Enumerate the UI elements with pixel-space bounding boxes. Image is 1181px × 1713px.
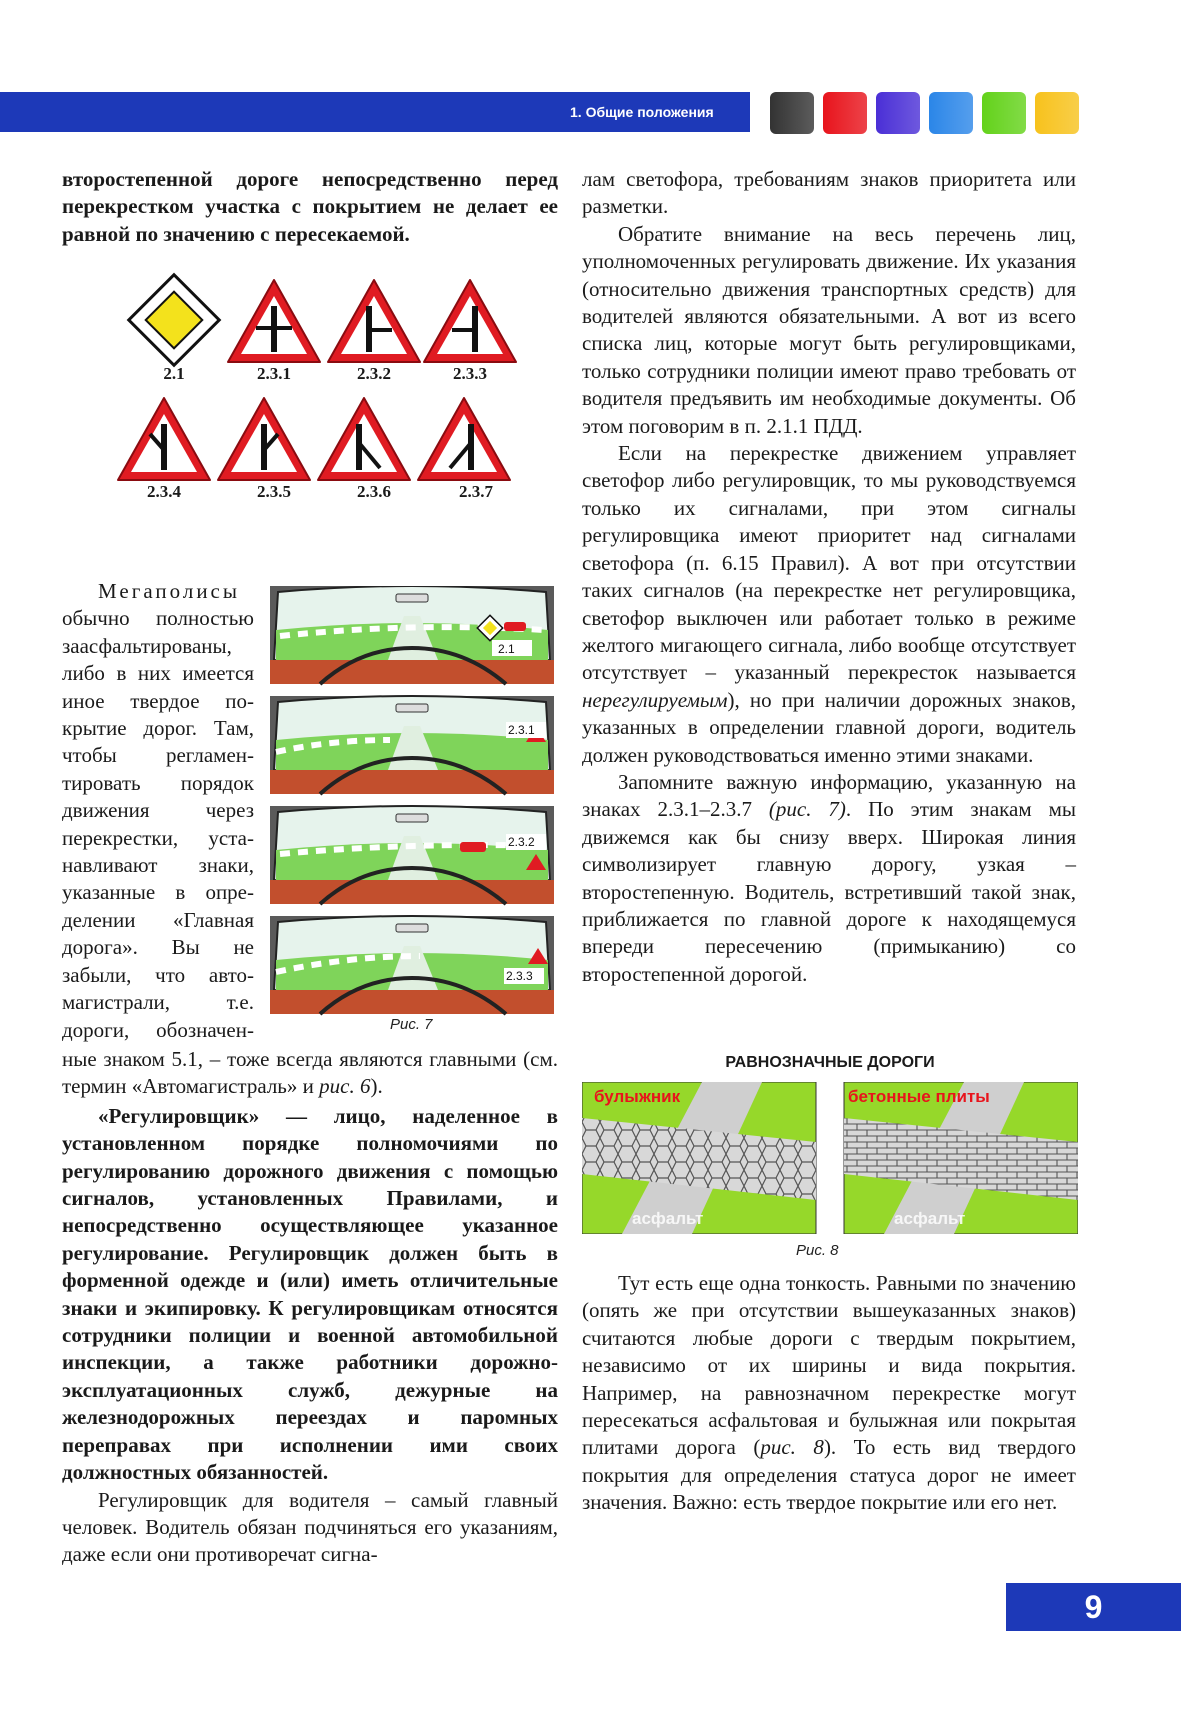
figure-7-caption: Рис. 7	[390, 1016, 433, 1033]
asphalt-label: асфальт	[632, 1209, 704, 1228]
text-line: иное твердое по-	[62, 688, 254, 713]
concrete-label: бетонные плиты	[848, 1087, 990, 1106]
paragraph-text: Если на перекрестке движением управляет светофор либо регулировщик, то мы руководствуемся только их сигналами, при этом сигналы регулировщика имеют приоритет над сигналами светофора (п. 6.15 Правил). А вот при отсутствии таких сигналов (на перекрестке нет регулировщика, светофор выключен или работает только в режиме желтого мигающего сигнала, либо вообще отсутствует отсутствует – указанный перекресток называется	[582, 441, 1076, 685]
figure-8-caption: Рис. 8	[796, 1242, 839, 1259]
sign-label: 2.3.3	[453, 364, 487, 383]
text-line: магистрали, т.е.	[62, 990, 254, 1015]
paragraph-text: Запомните важную информацию, указанную на знаках 2.3.1–2.3.7	[582, 769, 1076, 822]
color-swatch	[929, 92, 973, 134]
priority-signs	[110, 268, 550, 518]
megapolis-end: ).	[370, 1074, 383, 1099]
text-line: обычно полностью	[62, 606, 254, 631]
paragraph	[582, 769, 1076, 988]
text-line: заасфальтированы,	[62, 633, 232, 658]
color-swatch	[876, 92, 920, 134]
text-line: делении «Главная	[62, 907, 254, 932]
text-line: указанные в опре-	[62, 880, 254, 905]
sign-label: 2.3.7	[459, 482, 493, 501]
figure-7	[270, 586, 554, 1033]
figure-8-title: РАВНОЗНАЧНЫЕ ДОРОГИ	[725, 1054, 935, 1071]
sign-2-1-main-road-icon	[129, 275, 220, 366]
color-swatch	[823, 92, 867, 134]
megapolis-paragraph	[62, 578, 254, 1044]
sign-label: 2.3.6	[357, 482, 391, 501]
asphalt-label: асфальт	[894, 1209, 966, 1228]
color-swatch	[982, 92, 1026, 134]
paragraph: Обратите внимание на весь перечень лиц, уполномоченных регулировать движение. Их указания (относительно движения транспортных средств) для водителей являются обязательными. А вот из всего списка лиц, которые могут быть регулировщиками, только сотрудники полиции имеют право требовать от водителя предъявить им необходимые документы. Об этом поговорим в п. 2.1.1 ПДД.	[582, 221, 1076, 438]
fig7-sign-label: 2.1	[498, 642, 515, 656]
fig7-sign-label: 2.3.2	[508, 835, 535, 849]
color-swatch	[770, 92, 814, 134]
text-line: Мегаполисы	[98, 579, 240, 603]
fig7-sign-label: 2.3.1	[508, 723, 535, 737]
regulator-definition: — лицо, наделенное в установленном порядке полномочиями по регулированию дорожного движения с помощью сигналов, установленных Правилами, и непосредственно осуществляющее указанное регулирование. Регулировщик должен быть в форменной одежде и (или) иметь отличительные знаки и экипировку. К регулировщикам относятся сотрудники полиции и военной автомобильной инспекции, а также работники дорожно-эксплуатационных служб, дежурные на железнодорожных переездах и паромных переправах при исполнении ими своих должностных обязанностей.	[62, 1103, 558, 1485]
sign-2-3-6-icon	[318, 398, 410, 480]
sign-label: 2.3.2	[357, 364, 391, 383]
text-line: навливают знаки,	[62, 853, 254, 878]
sign-2-3-1-icon	[228, 280, 320, 362]
windshield-views-illustration	[270, 586, 554, 1016]
text-line: крытие дорог. Там,	[62, 716, 254, 741]
paragraph-text: ), но при наличии дорожных знаков, указанных в определении главной дороги, водитель должен руководствоваться именно этими знаками.	[582, 687, 1076, 767]
text-line: либо в них имеется	[62, 661, 254, 686]
text-line: движения через	[62, 798, 254, 823]
color-swatch	[1035, 92, 1079, 134]
sign-2-3-7-icon	[418, 398, 510, 480]
sign-label: 2.3.5	[257, 482, 291, 501]
sign-2-3-5-icon	[218, 398, 310, 480]
sign-label: 2.1	[163, 364, 185, 383]
cobblestone-label: булыжник	[594, 1087, 681, 1106]
right-column-text	[582, 166, 1076, 988]
paragraph-text: Тут есть еще одна тонкость. Равными по значению (опять же при отсутствии вышеуказанных знаков) считаются любые дороги с твердым покрытием, независимо от их ширины и вида покрытия. Например, на равнозначном перекрестке могут пересекаться асфальтовая и булыжная или покрытая плитами дорога (	[582, 1271, 1076, 1460]
paragraph	[582, 440, 1076, 769]
megapolis-continuation	[62, 1046, 558, 1569]
right-column-closing	[582, 1270, 1076, 1517]
text-line: забыли, что авто-	[62, 962, 254, 987]
text-line: перекрестки, уста-	[62, 825, 254, 850]
paragraph: лам светофора, требованиям знаков приоритета или разметки.	[582, 167, 1076, 219]
figure-ref: рис. 6	[319, 1074, 371, 1099]
text-line: чтобы регламен-	[62, 743, 254, 768]
paragraph-text: ). То есть вид твердого покрытия для определения статуса дорог не имеет значения. Важно: есть твердое покрытие или его нет.	[582, 1435, 1076, 1515]
paragraph-text: . По этим знакам мы движемся как бы снизу вверх. Широкая линия символизирует главную дорогу, узкая – второстепенную. Водитель, встретивший такой знак, приближается по главной дороге к находящемуся впереди пересечению (примыканию) со второстепенной дорогой.	[582, 797, 1076, 986]
regulator-note: Регулировщик для водителя – самый главный человек. Водитель обязан подчиняться его указаниям, даже если они противоречат сигна-	[62, 1487, 558, 1567]
regulator-term: «Регулировщик»	[98, 1103, 260, 1128]
sign-label: 2.3.4	[147, 482, 181, 501]
page-number: 9	[1006, 1583, 1181, 1631]
sign-label: 2.3.1	[257, 364, 291, 383]
text-line: дорога». Вы не	[62, 935, 254, 960]
sign-2-3-3-icon	[424, 280, 516, 362]
sign-2-3-2-icon	[328, 280, 420, 362]
equal-roads-illustration	[582, 1082, 1078, 1234]
megapolis-tail: ные знаком 5.1, – тоже всегда являются главными (см. термин «Автомагистраль» и	[62, 1047, 558, 1099]
text-line: тировать порядок	[62, 770, 254, 795]
figure-ref: рис. 8	[760, 1435, 824, 1460]
section-title: 1. Общие положения	[570, 104, 714, 120]
term: нерегулируемым	[582, 687, 728, 712]
figure-ref: (рис. 7)	[768, 797, 846, 822]
fig7-sign-label: 2.3.3	[506, 969, 533, 983]
text-line: дороги, обозначен-	[62, 1017, 254, 1042]
intro-paragraph: второстепенной дороге непосредственно перед перекрестком участка с покрытием не делает ее равной по значению с пересекаемой.	[62, 167, 558, 246]
sign-2-3-4-icon	[118, 398, 210, 480]
